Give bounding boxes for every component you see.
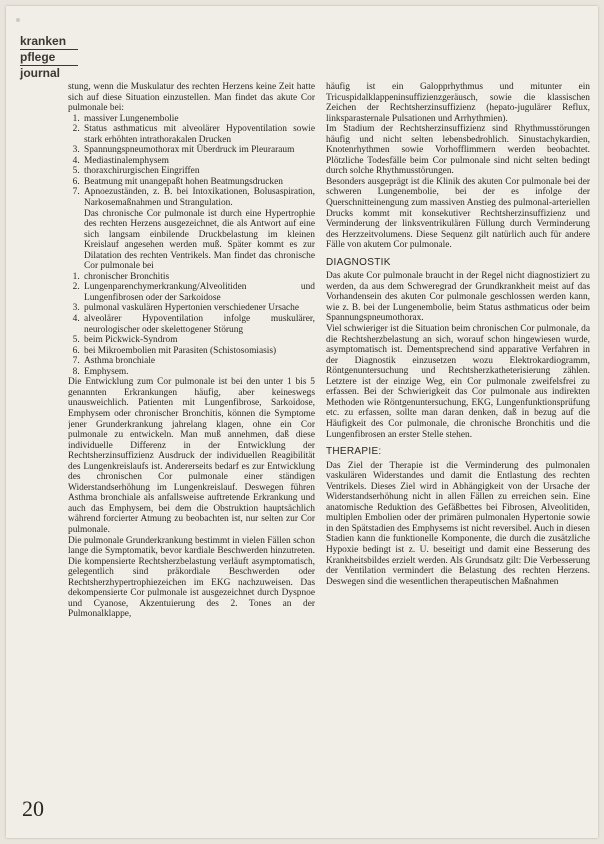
list-item: 2. Status asthmaticus mit alveolärer Hypoventilation sowie stark erhöhten intrathorakalen Drucken xyxy=(82,124,315,145)
list-item: 7. Apnoezuständen, z. B. bei Intoxikationen, Bolusaspiration, Narkosemaßnahmen und Strangulation. xyxy=(82,187,315,208)
list-item: 3. Spannungspneumothorax mit Überdruck im Pleuraraum xyxy=(82,145,315,156)
list-item: 5. thoraxchirurgischen Eingriffen xyxy=(82,166,315,177)
paragraph-rhythm: Im Stadium der Rechtsherzinsuffizienz sind Rhythmusstörungen häufig und nicht selten lebensbedrohlich. Sinustachykardien, Knotenrhythmen sowie Vorhofflimmern werden beobachtet. Plötzliche Todesfälle beim Cor pulmonale sind nicht selten bedingt durch solche Rhythmusstörungen. xyxy=(326,124,590,177)
paragraph-chronic-intro: Das chronische Cor pulmonale ist durch eine Hypertrophie des rechten Herzens ausgezeichnet, die als Antwort auf eine sich langsam einbilende Druckbelastung im kleinen Kreislauf angesehen werden muß. Später kommt es zur Dilatation des rechten Ventrikels. Man findet das chronische Cor pulmonale bei xyxy=(84,208,315,272)
list-item: 5. beim Pickwick-Syndrom xyxy=(82,335,315,346)
masthead-line-1: kranken xyxy=(20,34,67,48)
paragraph-diagnostics-2: Viel schwieriger ist die Situation beim chronischen Cor pulmonale, da die Rechtsherzbelastung an sich, worauf schon hingewiesen wurde, asymptomatisch ist. Dementsprechend sind apparative Verfahren in der Diagnostik einzusetzen wozu Elektrokardiogramm, Röntgenuntersuchung und Rechtsherzkatheterisierung zählen. Letztere ist der einzige Weg, ein Cor pulmonale zweifelsfrei zu erfassen. Bei der Schwierigkeit das Cor pulmonale aus indirekten Methoden wie Röntgenuntersuchung, EKG, Lungenfunktionsprüfung etc. zu erfassen, sollte man daran denken, daß in bezug auf die Häufigkeit des Cor pulmonale, die chronische Bronchitis und die Lungenfibrosen an erster Stelle stehen. xyxy=(326,324,590,440)
list-item: 1. massiver Lungenembolie xyxy=(82,114,315,125)
punch-mark xyxy=(16,18,20,22)
masthead-line-2: pflege xyxy=(20,50,56,64)
paragraph-development: Die Entwicklung zum Cor pulmonale ist bei den unter 1 bis 5 genannten Erkrankungen häufig, aber keineswegs unausweichlich. Patienten mit Lungenfibrose, Sarkoidose, Emphysem oder chronischer Bronchitis, können die Symptome jener Grunderkrankung jahrelang klagen, ohne ein Cor pulmonale zu entwickeln. Man muß annehmen, daß diese individuelle Differenz in der Entwicklung der Rechtsherzinsuffizienz Ausdruck der individuellen Reagibilität des Lungenkreislaufs ist. Andererseits bedarf es zur Entwicklung des chronischen Cor pulmonale einer ständigen Widerstandserhöhung im Lungenkreislauf. Deswegen führen Asthma bronchiale als anfallsweise auftretende Erkrankung und auch das Emphysem, bei dem die Obstruktion hauptsächlich während forcierter Atmung zu beobachten ist, nur selten zur Cor pulmonale. xyxy=(68,377,315,535)
magazine-page xyxy=(6,6,598,838)
left-column xyxy=(68,82,315,830)
list-item: 1. chronischer Bronchitis xyxy=(82,272,315,283)
paragraph-intro: stung, wenn die Muskulatur des rechten Herzens keine Zeit hatte sich auf diese Situation einzustellen. Man findet das akute Cor pulmonale bei: xyxy=(68,82,315,114)
list-item: 2. Lungenparenchymerkrankung/Alveolitiden und Lungenfibrosen oder der Sarkoidose xyxy=(82,282,315,303)
heading-therapy: THERAPIE: xyxy=(326,446,382,458)
acute-causes-list xyxy=(68,114,315,209)
masthead-line-3: journal xyxy=(20,66,61,80)
journal-masthead xyxy=(20,36,80,79)
list-item: 4. alveolärer Hypoventilation infolge muskulärer, neurologischer oder skelettogener Störung xyxy=(82,314,315,335)
paragraph-symptoms: Die pulmonale Grunderkrankung bestimmt in vielen Fällen schon lange die Symptomatik, bevor kardiale Beschwerden hinzutreten. Die kompensierte Rechtsherzbelastung verläuft asymptomatisch, gelegentlich sind präkordiale Beschwerden oder Rechtsherzhypertrophiezeichen im EKG nachzuweisen. Das dekompensierte Cor pulmonale ist ausgezeichnet durch Dyspnoe und Cyanose, Akzentuierung des 2. Tones an der Pulmonalklappe, xyxy=(68,535,315,620)
list-item: 4. Mediastinalemphysem xyxy=(82,156,315,167)
paragraph-therapy: Das Ziel der Therapie ist die Verminderung des pulmonalen vaskulären Widerstandes und damit die Entlastung des rechten Ventrikels. Dieses Ziel wird in Abhängigkeit von der Ursache der Widerstandserhöhung nicht in allen Fällen zu erreichen sein. Eine anatomische Reduktion des Gefäßbettes bei Fibrosen, Alveolitiden, multiplen Embolien oder der primären pulmonalen Hypertonie sowie in den Spätstadien des Emphysems ist nicht reversibel. Auch in diesen Stadien kann die funktionelle Komponente, die durch die zusätzliche Hypoxie bedingt ist z. U. beseitigt und damit eine Besserung des Krankheitsbildes erzielt werden. Als Grundsatz gilt: Die Verbesserung der Ventilation vermindert die Belastung des rechten Herzens. Deswegen sind die wesentlichen therapeutischen Maßnahmen xyxy=(326,460,590,587)
page-number: 20 xyxy=(22,796,44,821)
paragraph-continued: häufig ist ein Galopprhythmus und mitunter ein Tricuspidalklappeninsuffizienzgeräusch, sowie die klassischen Zeichen der Rechtsherzinsuffizienz (hepato-jugulärer Reflux, linksparasternale Pulsationen und Arrhythmien). xyxy=(326,82,590,124)
paragraph-diagnostics-1: Das akute Cor pulmonale braucht in der Regel nicht diagnostiziert zu werden, da aus dem Schweregrad der Grundkrankheit meist auf das Vorhandensein des akuten Cor pulmonale geschlossen werden kann, wie z. B. bei der Lungenembolie, beim Status asthmaticus oder beim Spannungspneumothorax. xyxy=(326,271,590,324)
heading-diagnostics: DIAGNOSTIK xyxy=(326,256,391,268)
list-item: 3. pulmonal vaskulären Hypertonien verschiedener Ursache xyxy=(82,303,315,314)
right-column xyxy=(326,82,590,830)
list-item: 6. bei Mikroembolien mit Parasiten (Schistosomiasis) xyxy=(82,346,315,357)
list-item: 8. Emphysem. xyxy=(82,367,315,378)
paragraph-clinic: Besonders ausgeprägt ist die Klinik des akuten Cor pulmonale bei der schweren Lungenembolie, bei der es infolge der Querschnitteinengung zum massiven Anstieg des pulmonal-arteriellen Drucks kommt mit konsekutiver Rechtsherzinsuffizienz und Verminderung der linksventrikulären Füllung durch Verminderung des Herzzeitvolumens. Diese Sequenz gilt natürlich auch für andere Fälle von akutem Cor pulmonale. xyxy=(326,176,590,251)
chronic-causes-list xyxy=(68,272,315,377)
list-item: 7. Asthma bronchiale xyxy=(82,356,315,367)
list-item: 6. Beatmung mit unangepaßt hohen Beatmungsdrucken xyxy=(82,177,315,188)
